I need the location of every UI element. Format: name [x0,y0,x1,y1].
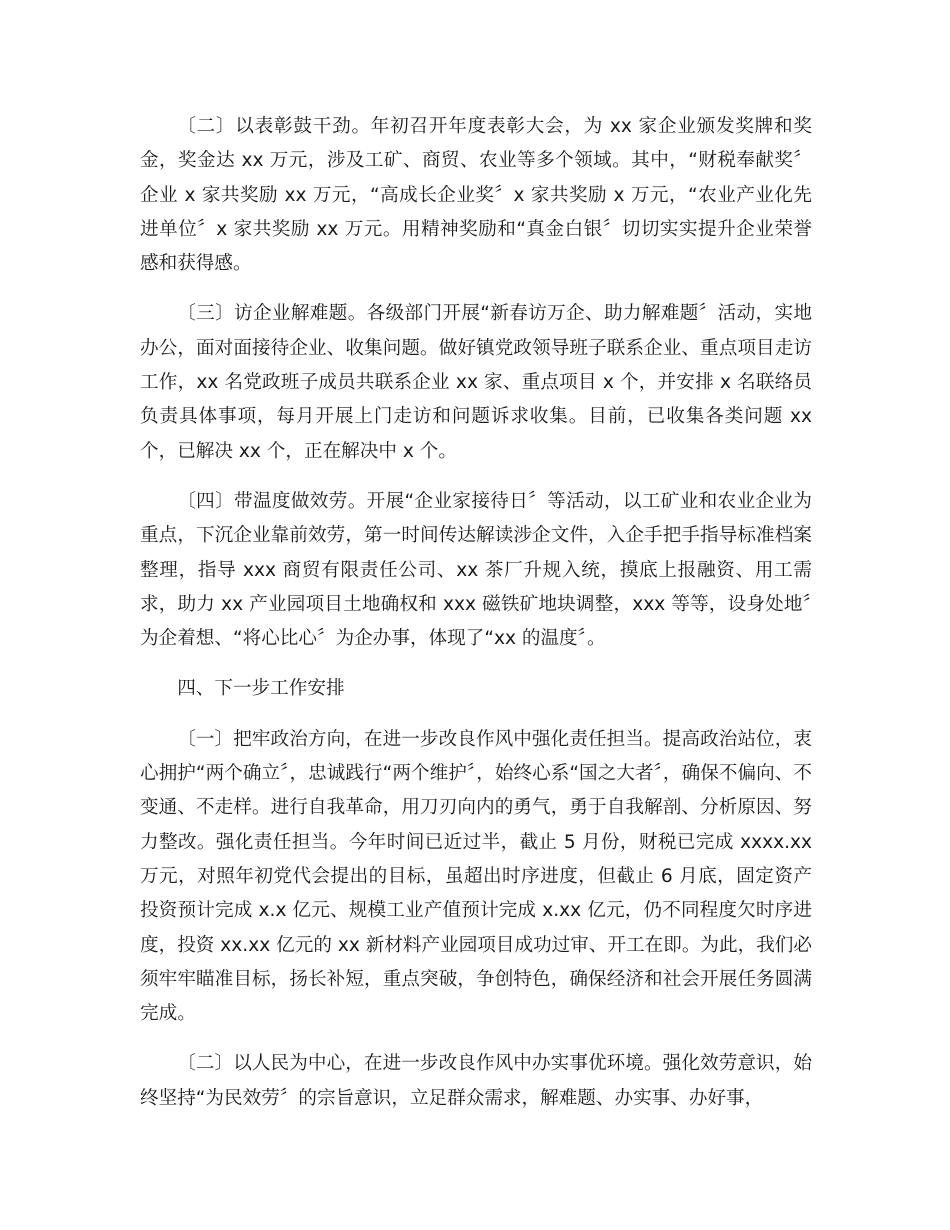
paragraph-people-centered: 〔二〕以人民为中心，在进一步改良作风中办实事优环境。强化效劳意识，始终坚持“为民效劳〞的宗旨意识，立足群众需求，解难题、办实事、办好事， [140,1053,812,1109]
paragraph-political-direction: 〔一〕把牢政治方向，在进一步改良作风中强化责任担当。提高政治站位，衷心拥护“两个确立〞，忠诚践行“两个维护〞，始终心系“国之大者〞，确保不偏向、不变通、不走样。进行自我革命，用刀刃向内的勇气，勇于自我解剖、分析原因、努力整改。强化责任担当。今年时间已近过半，截止 5 月份，财税已完成 xxxx.xx 万元，对照年初党代会提出的目标，虽超出时序进度，但截止 6 月底，固定资产投资预计完成 x.x 亿元、规模工业产值预计完成 x.xx 亿元，仍不同程度欠时序进度，投资 xx.xx 亿元的 xx 新材料产业园项目成功过审、开工在即。为此，我们必须牢牢瞄准目标，扬长补短，重点突破，争创特色，确保经济和社会开展任务圆满完成。 [140,728,812,1025]
paragraph-visit-enterprises: 〔三〕访企业解难题。各级部门开展“新春访万企、助力解难题〞活动，实地办公，面对面接待企业、收集问题。做好镇党政领导班子联系企业、重点项目走访工作，xx 名党政班子成员共联系企业 xx 家、重点项目 x 个，并安排 x 名联络员负责具体事项，每月开展上门走访和问题诉求收集。目前，已收集各类问题 xx 个，已解决 xx 个，正在解决中 x 个。 [140,303,812,462]
paragraph-warm-service: 〔四〕带温度做效劳。开展“企业家接待日〞等活动，以工矿业和农业企业为重点，下沉企业靠前效劳，第一时间传达解读涉企文件，入企手把手指导标准档案整理，指导 xxx 商贸有限责任公司、xx 茶厂升规入统，摸底上报融资、用工需求，助力 xx 产业园项目土地确权和 xxx 磁铁矿地块调整，xxx 等等，设身处地〞为企着想、“将心比心〞为企办事，体现了“xx 的温度〞。 [140,490,812,650]
document-body [140,110,812,1132]
paragraph-commendation: 〔二〕以表彰鼓干劲。年初召开年度表彰大会，为 xx 家企业颁发奖牌和奖金，奖金达 xx 万元，涉及工矿、商贸、农业等多个领域。其中，“财税奉献奖〞企业 x 家共奖励 xx 万元，“高成长企业奖〞x 家共奖励 x 万元，“农业产业化先进单位〞x 家共奖励 xx 万元。用精神奖励和“真金白银〞切切实实提升企业荣誉感和获得感。 [140,116,812,275]
section-heading-next-steps: 四、下一步工作安排 [177,678,345,700]
